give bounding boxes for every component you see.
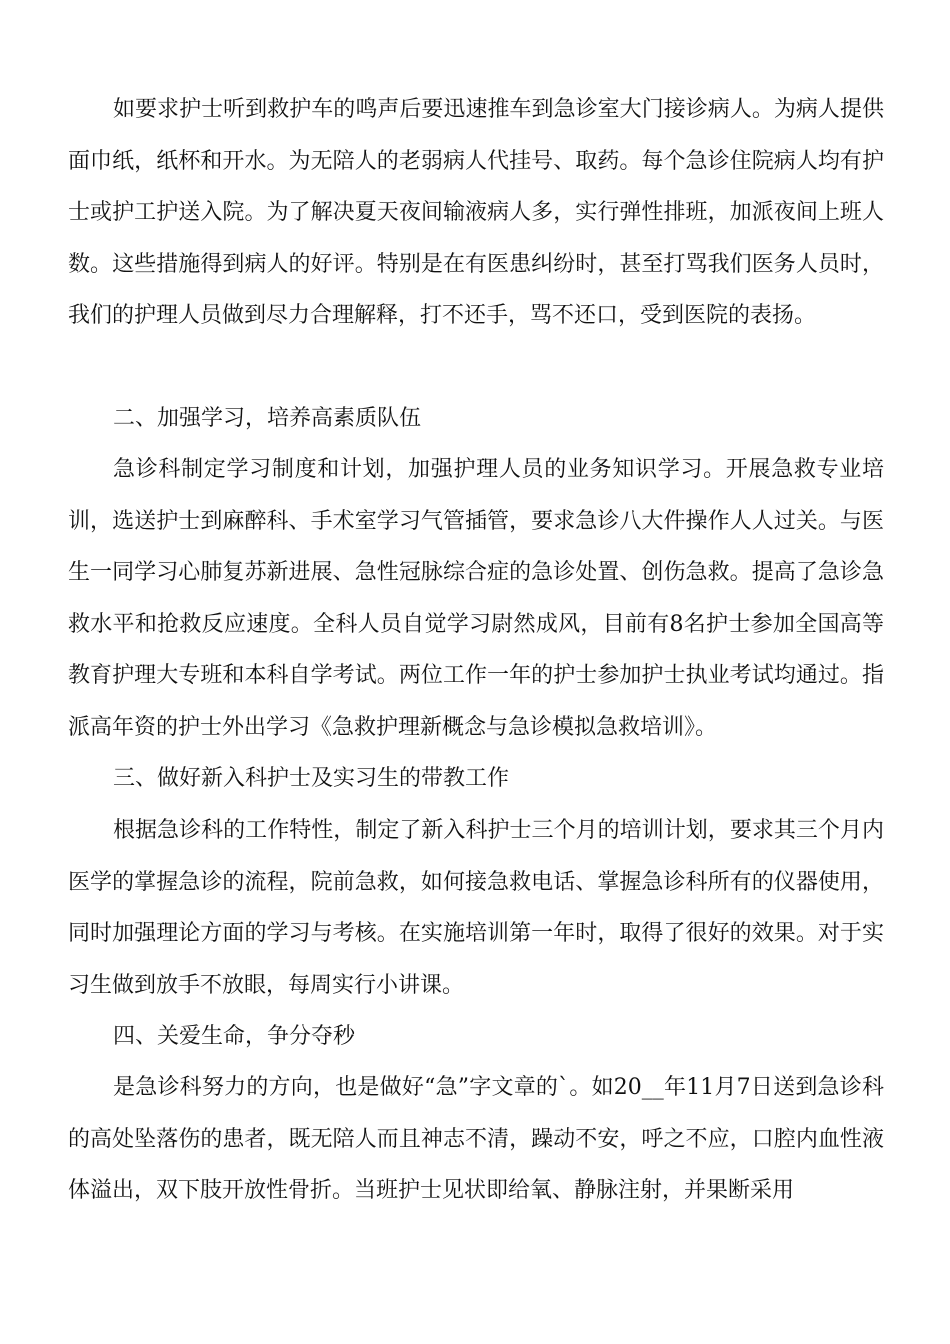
paragraph-training: 急诊科制定学习制度和计划，加强护理人员的业务知识学习。开展急救专业培训，选送护士到麻醉科、手术室学习气管插管，要求急诊八大件操作人人过关。与医生一同学习心肺复苏新进展、急性冠脉综合症的急诊处置、创伤急救。提高了急诊急救水平和抢救反应速度。全科人员自觉学习尉然成风，目前有8名护士参加全国高等教育护理大专班和本科自学考试。两位工作一年的护士参加护士执业考试均通过。指派高年资的护士外出学习《急救护理新概念与急诊模拟急救培训》。: [68, 457, 884, 740]
heading-section-two: 二、加强学习，培养高素质队伍: [113, 406, 422, 431]
paragraph-reception-measures: 如要求护士听到救护车的鸣声后要迅速推车到急诊室大门接诊病人。为病人提供面巾纸，纸杯和开水。为无陪人的老弱病人代挂号、取药。每个急诊住院病人均有护士或护工护送入院。为了解决夏天夜间输液病人多，实行弹性排班，加派夜间上班人数。这些措施得到病人的好评。特别是在有医患纠纷时，甚至打骂我们医务人员时，我们的护理人员做到尽力合理解释，打不还手，骂不还口，受到医院的表扬。: [68, 97, 884, 328]
paragraph-new-nurses: 根据急诊科的工作特性，制定了新入科护士三个月的培训计划，要求其三个月内医学的掌握急诊的流程，院前急救，如何接急救电话、掌握急诊科所有的仪器使用，同时加强理论方面的学习与考核。在实施培训第一年时，取得了很好的效果。对于实习生做到放手不放眼，每周实行小讲课。: [68, 818, 884, 998]
heading-section-four: 四、关爱生命，争分夺秒: [113, 1024, 356, 1049]
paragraph-case-example: 是急诊科努力的方向，也是做好“急”字文章的`。如20__年11月7日送到急诊科的高处坠落伤的患者，既无陪人而且神志不清，躁动不安，呼之不应，口腔内血性液体溢出，双下肢开放性骨折。当班护士见状即给氧、静脉注射，并果断采用: [68, 1075, 884, 1203]
heading-section-three: 三、做好新入科护士及实习生的带教工作: [113, 766, 510, 791]
